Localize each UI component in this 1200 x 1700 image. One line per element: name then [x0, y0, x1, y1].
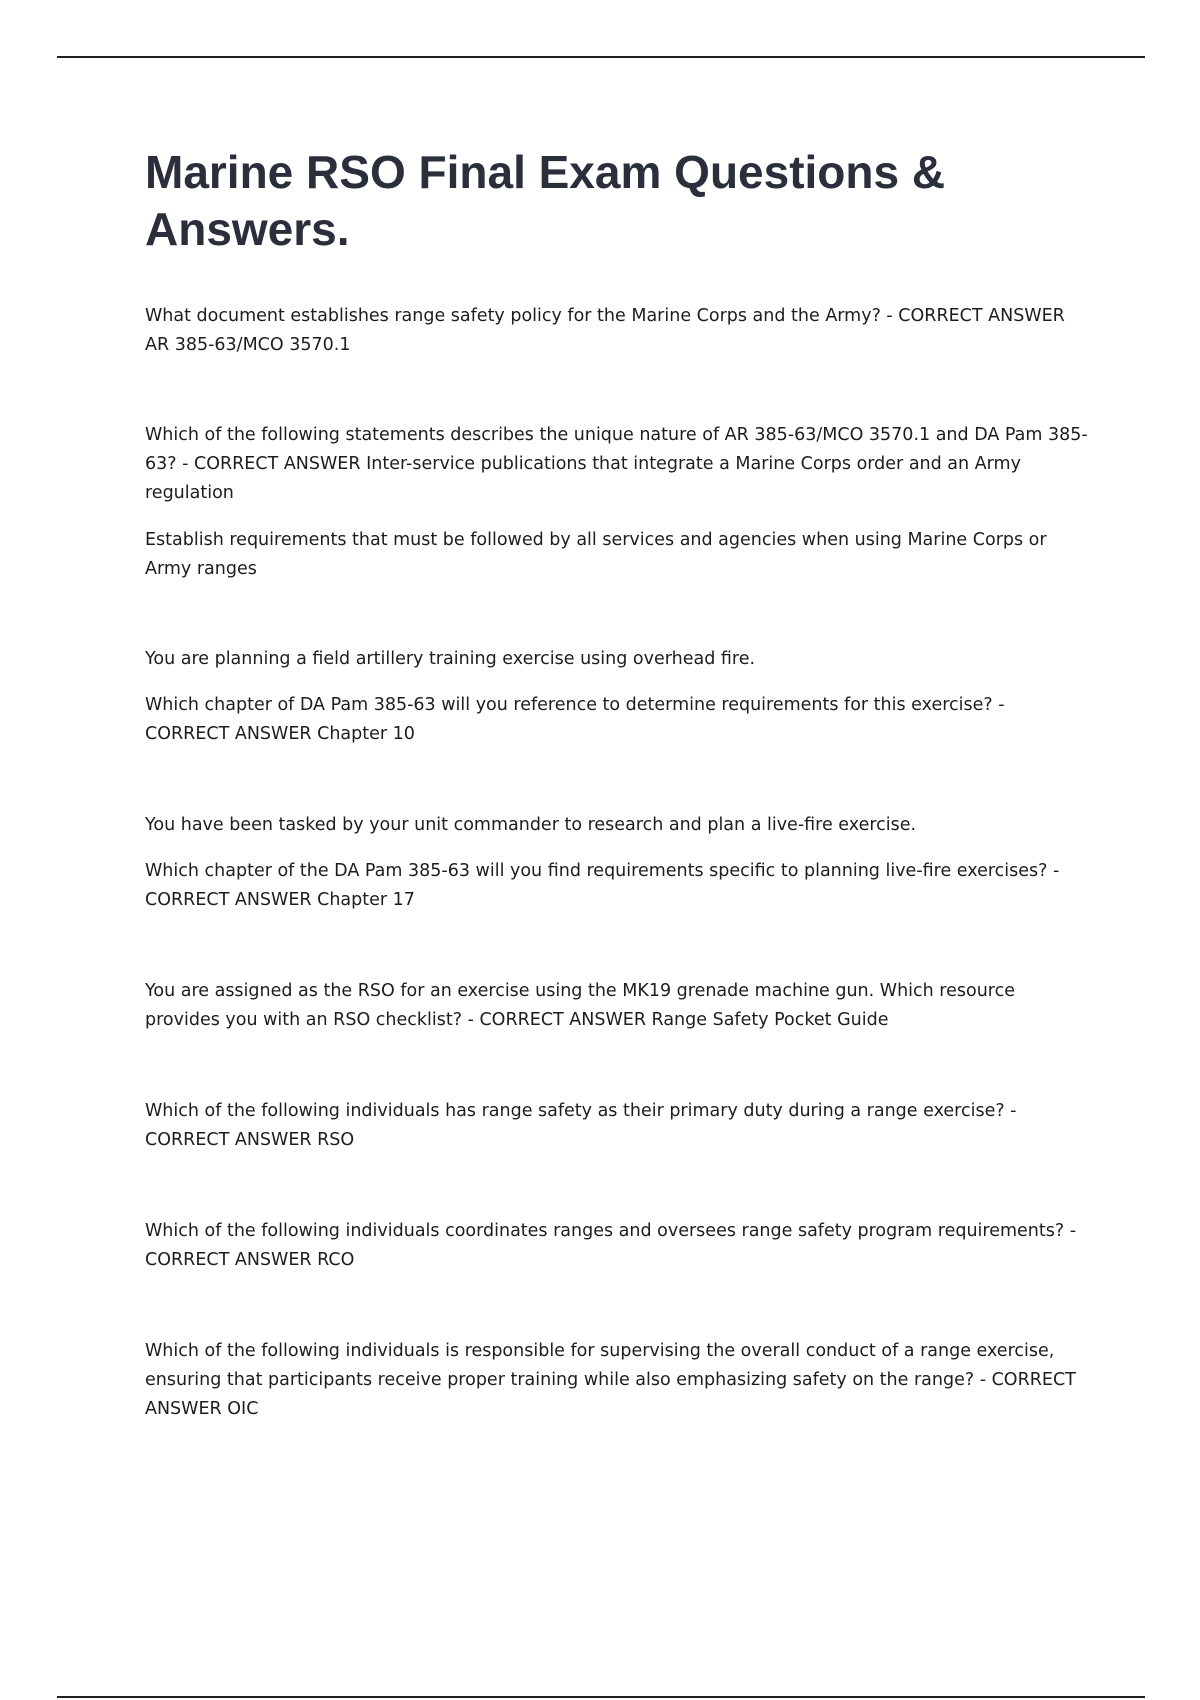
- paragraph-q1: What document establishes range safety policy for the Marine Corps and the Army? - CORRECT ANSWER AR 385-63/MCO 3570.1: [145, 306, 1065, 355]
- paragraph-q3: Which chapter of DA Pam 385-63 will you reference to determine requirements for this exercise? - CORRECT ANSWER Chapter 10: [145, 695, 1005, 744]
- paragraph-q6: Which of the following individuals has range safety as their primary duty during a range exercise? - CORRECT ANSWER RSO: [145, 1101, 1017, 1150]
- paragraph-q2-note: Establish requirements that must be followed by all services and agencies when using Marine Corps or Army ranges: [145, 530, 1047, 579]
- paragraph-q2: Which of the following statements describes the unique nature of AR 385-63/MCO 3570.1 and DA Pam 385-63? - CORRECT ANSWER Inter-service publications that integrate a Marine Corps order and an Army regulation: [145, 425, 1088, 503]
- paragraph-q7: Which of the following individuals coordinates ranges and oversees range safety program requirements? - CORRECT ANSWER RCO: [145, 1221, 1077, 1270]
- paragraph-q8: Which of the following individuals is responsible for supervising the overall conduct of a range exercise, ensuring that participants receive proper training while also emphasizing safety on the range? - CORRECT ANSWER OIC: [145, 1341, 1076, 1419]
- paragraph-q4: Which chapter of the DA Pam 385-63 will you find requirements specific to planning live-fire exercises? - CORRECT ANSWER Chapter 17: [145, 861, 1060, 910]
- paragraph-q4-scenario: You have been tasked by your unit commander to research and plan a live-fire exercise.: [145, 815, 917, 835]
- paragraph-q3-scenario: You are planning a field artillery training exercise using overhead fire.: [145, 649, 756, 669]
- paragraph-q5: You are assigned as the RSO for an exercise using the MK19 grenade machine gun. Which resource provides you with an RSO checklist? - CORRECT ANSWER Range Safety Pocket Guide: [145, 981, 1015, 1030]
- header-rule: [57, 56, 1145, 58]
- page-title: Marine RSO Final Exam Questions & Answers.: [145, 146, 946, 255]
- footer-rule: [57, 1696, 1145, 1698]
